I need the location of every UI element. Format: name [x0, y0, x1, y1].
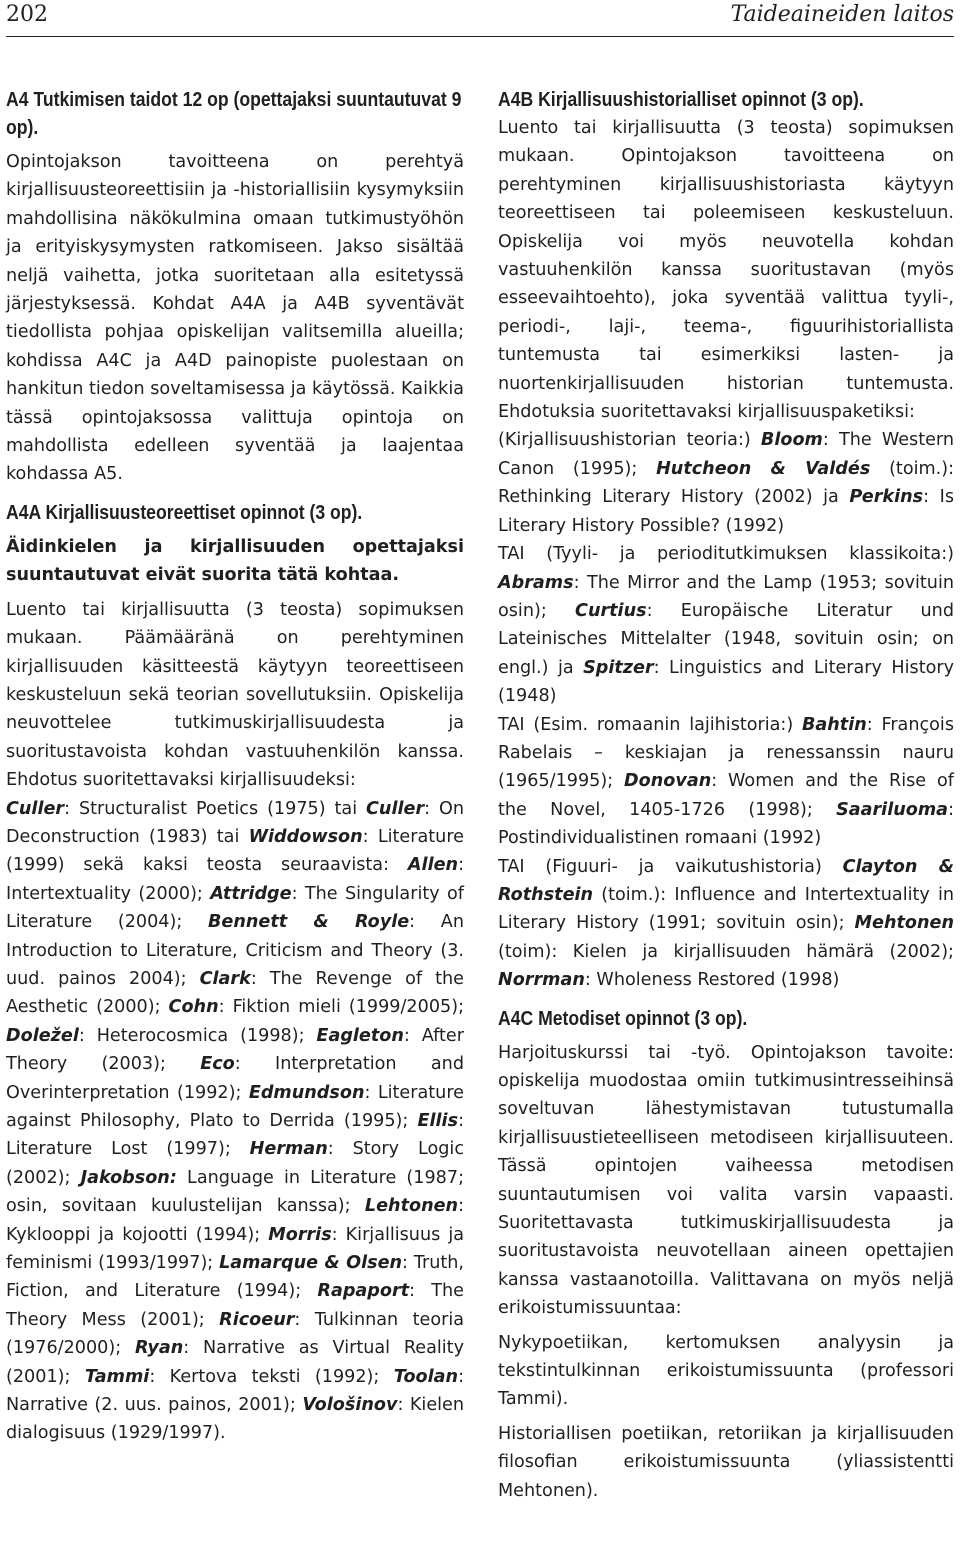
book-title: : Interpretation and Overinterpretation (1992); [6, 1054, 464, 1103]
header-rule [6, 36, 954, 37]
left-column [6, 86, 464, 1448]
a4b-package-4 [498, 853, 954, 995]
package-author: Abrams [498, 572, 574, 593]
a4b-heading: A4B Kirjallisuushistorialliset opinnot (3 op). [498, 89, 864, 111]
a4a-note: Äidinkielen ja kirjallisuuden opettajaksi suuntautuvat eivät suorita tätä kohtaa. [6, 536, 464, 586]
book-author: Culler [366, 798, 425, 819]
book-title: : Literature Lost (1997); [6, 1111, 464, 1160]
package-text: : Wholeness Restored (1998) [584, 970, 840, 991]
book-author: Tammi [84, 1366, 150, 1387]
book-author: Widdowson [248, 826, 363, 847]
book-title: : Kertova teksti (1992); [149, 1366, 394, 1387]
a4a-book-list [6, 795, 464, 1448]
package-author: Clayton & Rothstein [498, 856, 954, 905]
package-text: : The Western Canon (1995); [498, 430, 954, 479]
package-text: : Women and the Rise of the Novel, 1405-1726 (1998); [498, 771, 954, 820]
book-author: Attridge [210, 883, 292, 904]
book-title: : Truth, Fiction, and Literature (1994); [6, 1253, 464, 1302]
book-author: Eco [200, 1054, 235, 1075]
book-author: Toolan [393, 1366, 459, 1387]
book-title: : Literature against Philosophy, Plato to Derrida (1995); [6, 1082, 464, 1131]
book-title: : Kyklooppi ja kojootti (1994); [6, 1196, 464, 1245]
book-title: : The Revenge of the Aesthetic (2000); [6, 968, 464, 1018]
book-author: Ricoeur [219, 1309, 295, 1330]
book-title: : Structuralist Poetics (1975) tai [64, 798, 367, 819]
package-text: TAI (Esim. romaanin lajihistoria:) [498, 714, 802, 735]
package-text: (toim.): Influence and Intertextuality in Literary History (1991; sovituin osin); [498, 884, 954, 934]
book-title: : Kielen dialogisuus (1929/1997). [6, 1395, 465, 1444]
book-author: Lamarque & Olsen [219, 1253, 403, 1274]
book-title: : Narrative as Virtual Reality (2001); [6, 1338, 464, 1387]
package-text: : Linguistics and Literary History (1948) [498, 657, 955, 707]
book-title: : Heterocosmica (1998); [78, 1025, 317, 1046]
book-author: Morris [268, 1224, 332, 1245]
a4c-option-1: Nykypoetiikan, kertomuksen analyysin ja tekstintulkinnan erikoistumissuunta (professori Tammi). [498, 1332, 954, 1410]
package-text: : Europäische Literatur und Lateinisches Mittelalter (1948, sovituin osin; on engl.) ja [498, 600, 954, 678]
book-author: Ryan [134, 1338, 184, 1359]
book-author: Jakobson: [80, 1167, 177, 1188]
a4a-text: Luento tai kirjallisuutta (3 teosta) sopimuksen mukaan. Päämääränä on perehtyminen kirjallisuuden käsitteestä käytyyn teoreettiseen keskusteluun sekä teorian sovellutuksiin. Opiskelija neuvottelee tutkimuskirjallisuudesta ja suoritustavoista kohdan vastuuhenkilön kanssa. Ehdotus suoritettavaksi kirjallisuudeksi: [6, 599, 464, 791]
package-text: TAI (Figuuri- ja vaikutushistoria) [498, 856, 843, 877]
a4b-package-3 [498, 711, 954, 853]
book-author: Edmundson [248, 1082, 365, 1103]
package-author: Donovan [624, 771, 712, 792]
package-text: : Postindividualistinen romaani (1992) [498, 799, 954, 849]
package-author: Saariluoma [836, 799, 949, 820]
book-title: : The Theory Mess (2001); [6, 1281, 464, 1330]
a4b-package-2 [498, 540, 954, 710]
a4c-text: Harjoituskurssi tai -työ. Opintojakson tavoite: opiskelija muodostaa omiin tutkimusintresseihinsä soveltuvan lähestymistavan tutustumalla kirjallisuustieteelliseen metodiseen kirjallisuuteen. Tässä opintojen vaiheessa metodisen suuntautumisen voi valita varsin vapaasti. Suoritettavasta tutkimuskirjallisuudesta ja suoritustavoista neuvotellaan aineen opettajien kanssa vastaanotoilla. Valittavana on myös neljä erikoistumissuuntaa: [498, 1042, 954, 1319]
a4a-heading: A4A Kirjallisuusteoreettiset opinnot (3 op). [6, 501, 363, 524]
a4c-heading: A4C Metodiset opinnot (3 op). [498, 1007, 748, 1030]
book-author: Allen [407, 855, 459, 876]
package-author: Mehtonen [854, 913, 954, 934]
book-title: : On Deconstruction (1983) tai [6, 798, 464, 847]
running-title: Taideaineiden laitos [730, 2, 954, 27]
book-title: : Story Logic (2002); [6, 1139, 464, 1188]
package-text: (toim.): Rethinking Literary History (2002) ja [498, 458, 955, 508]
page-header [0, 0, 960, 36]
package-author: Perkins [849, 487, 924, 508]
book-title: : Fiktion mieli (1999/2005); [218, 997, 464, 1018]
book-author: Culler [6, 798, 65, 819]
book-author: Lehtonen [364, 1196, 459, 1217]
book-author: Cohn [168, 997, 219, 1018]
package-author: Bloom [760, 430, 823, 451]
package-author: Norrman [498, 970, 585, 991]
package-text: : François Rabelais – keskiajan ja renessanssin nauru (1965/1995); [498, 714, 954, 792]
book-title: : Literature (1999) sekä kaksi teosta seuraavista: [6, 826, 464, 876]
book-author: Herman [249, 1139, 328, 1160]
book-author: Clark [199, 968, 251, 989]
package-text: : Is Literary History Possible? (1992) [498, 487, 954, 536]
book-title: : Intertextuality (2000); [6, 855, 464, 904]
package-text: : The Mirror and the Lamp (1953; sovituin osin); [498, 572, 954, 621]
book-title: : An Introduction to Literature, Criticism and Theory (3. uud. painos 2004); [6, 912, 464, 989]
package-text: TAI (Tyyli- ja perioditutkimuksen klassikoita:) [498, 544, 954, 565]
page-number: 202 [6, 2, 48, 27]
a4b-text: Luento tai kirjallisuutta (3 teosta) sopimuksen mukaan. Opintojakson tavoitteena on perehtyminen kirjallisuushistoriasta käytyyn teoreettiseen tai poleemiseen keskusteluun. Opiskelija voi myös neuvotella kohdan vastuuhenkilön kanssa suoritustavan (myös esseevaihtoehto), joka syventää valittua tyyli-, periodi-, laji-, teema-, figuurihistoriallista tuntemusta tai esimerkiksi lasten- ja nuortenkirjallisuuden historian tuntemusta. Ehdotuksia suoritettavaksi kirjallisuuspaketiksi: [498, 118, 954, 423]
book-title: : Kirjallisuus ja feminismi (1993/1997); [6, 1224, 464, 1274]
book-title: Language in Literature (1987; osin, sovitaan kuulustelijan kanssa); [6, 1167, 464, 1217]
a4b-package-1 [498, 426, 954, 540]
book-title: : After Theory (2003); [6, 1025, 464, 1075]
book-author: Ellis [417, 1111, 459, 1131]
book-author: Doležel [6, 1025, 79, 1046]
a4-heading: A4 Tutkimisen taidot 12 op (opettajaksi suuntautuvat 9 op). [6, 89, 462, 139]
package-author: Bahtin [802, 714, 867, 735]
a4-intro: Opintojakson tavoitteena on perehtyä kirjallisuusteoreettisiin ja -historiallisiin kysymyksiin mahdollisina näkökulmina omaan tutkimustyöhön ja erityiskysymysten ratkomiseen. Jakso sisältää neljä vaihetta, jotka suoritetaan alla esitetyssä järjestyksessä. Kohdat A4A ja A4B syventävät tiedollista pohjaa opiskelijan valitsemilla alueilla; kohdissa A4C ja A4D painopiste puolestaan on hankitun tiedon soveltamisessa ja käytössä. Kaikkia tässä opintojaksossa valittuja opintoja on mahdollista edelleen syventää ja laajentaa kohdassa A5. [6, 152, 464, 485]
book-author: Eagleton [316, 1025, 404, 1046]
package-author: Curtius [575, 600, 647, 621]
book-title: : Narrative (2. uus. painos, 2001); [6, 1366, 465, 1416]
book-title: : The Singularity of Literature (2004); [6, 883, 464, 933]
package-author: Hutcheon & Valdés [656, 458, 871, 479]
a4c-option-2: Historiallisen poetiikan, retoriikan ja kirjallisuuden filosofian erikoistumissuunta (yliassistentti Mehtonen). [498, 1423, 954, 1501]
book-author: Vološinov [302, 1395, 398, 1416]
right-column [498, 86, 954, 1505]
book-title: : Tulkinnan teoria (1976/2000); [6, 1309, 464, 1359]
book-author: Rapaport [317, 1281, 410, 1302]
package-author: Spitzer [583, 657, 654, 678]
package-text: (toim): Kielen ja kirjallisuuden hämärä (2002); [498, 941, 954, 962]
package-text: (Kirjallisuushistorian teoria:) [498, 430, 761, 451]
book-author: Bennett & Royle [208, 912, 410, 933]
